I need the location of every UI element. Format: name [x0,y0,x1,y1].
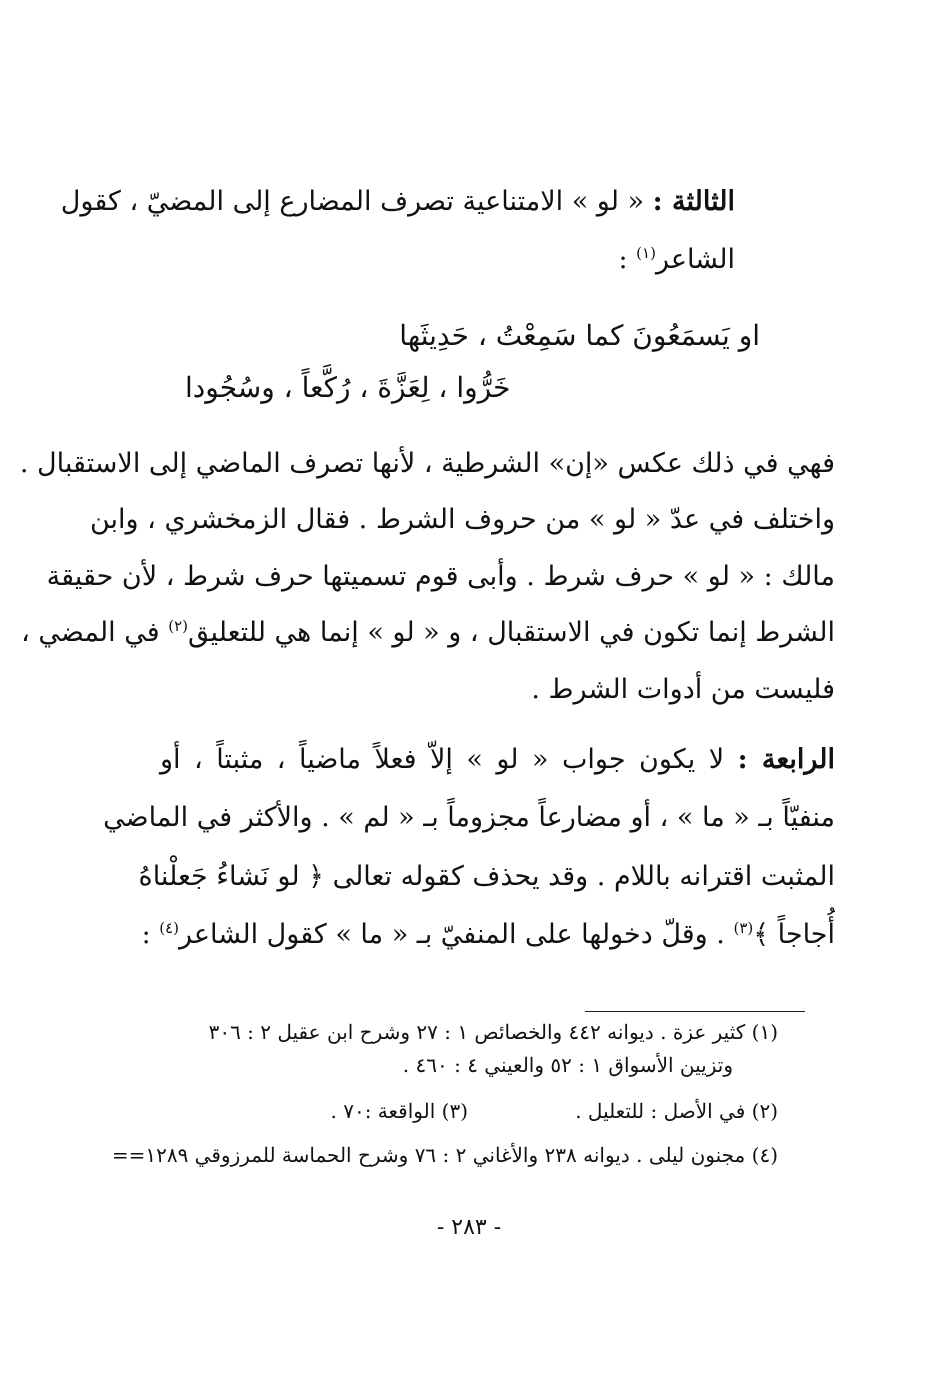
footnote-marker: (١) [636,244,656,262]
footnote-divider [585,1011,805,1012]
paragraph-line: الشاعر$^{(١)}$ : [618,244,735,275]
paragraph-line: فليست من أدوات الشرط . [531,674,835,705]
paragraph-line: مالك : « لو » حرف شرط . وأبى قوم تسميتها حرف شرط ، لأن حقيقة [46,561,835,592]
paragraph-law-condition [19,444,835,734]
paragraph-line: واختلف في عدّ « لو » من حروف الشرط . فقال الزمخشري ، وابن [89,504,835,535]
footnote-1-line-1: (١) كثير عزة . ديوانه ٤٤٢ والخصائص ١ : ٢٧ وشرح ابن عقيل ٢ : ٣٠٦ [208,1020,778,1044]
paragraph-line: فهي في ذلك عكس «إن» الشرطية ، لأنها تصرف الماضي إلى الاستقبال . [19,448,835,479]
section-label: الرابعة : [737,744,835,775]
paragraph-line: أُجاجاً ﴾$^{(٣)}$ . وقلّ دخولها على المنفيّ بـ « ما » كقول الشاعر$^{(٤)}$ : [141,919,835,950]
verse-second-hemistich: خَرُّوا ، لِعَزَّةَ ، رُكَّعاً ، وسُجُودا [185,371,511,404]
footnote-1-line-2: وتزيين الأسواق ١ : ٥٢ والعيني ٤ : ٤٦٠ . [402,1053,733,1077]
footnote-marker: (٤) [159,919,180,937]
section-label: الثالثة : [652,186,735,217]
paragraph-line: الرابعة : لا يكون جواب « لو » إلاّ فعلاً ماضياً ، مثبتاً ، أو [160,744,835,775]
footnote-marker: (٢) [168,617,189,635]
paragraph-line: المثبت اقترانه باللام . وقد يحذف كقوله تعالى ﴿ لو نَشاءُ جَعلْناهُ [138,861,835,892]
footnote-marker: (٣) [733,919,754,937]
paragraph-third-rule [60,182,735,282]
page-number: - ٢٨٣ - [436,1215,502,1240]
paragraph-line: الشرط إنما تكون في الاستقبال ، و « لو » إنما هي للتعليق$^{(٢)}$ في المضي ، [21,617,835,648]
paragraph-line: منفيّاً بـ « ما » ، أو مضارعاً مجزوماً بـ « لم » . والأكثر في الماضي [103,802,835,833]
footnote-4: (٤) مجنون ليلى . ديوانه ٢٣٨ والأغاني ٢ : ٧٦ وشرح الحماسة للمرزوقي ١٢٨٩== [111,1143,778,1167]
paragraph-fourth-rule [103,740,835,980]
footnote-3: (٣) الواقعة :٧٠ . [330,1099,468,1123]
paragraph-line: الثالثة : « لو » الامتناعية تصرف المضارع إلى المضيّ ، كقول [60,186,735,217]
verse-first-hemistich: او يَسمَعُونَ كما سَمِعْتُ ، حَدِيثَها [399,319,760,352]
footnote-2: (٢) في الأصل : للتعليل . [575,1099,778,1123]
